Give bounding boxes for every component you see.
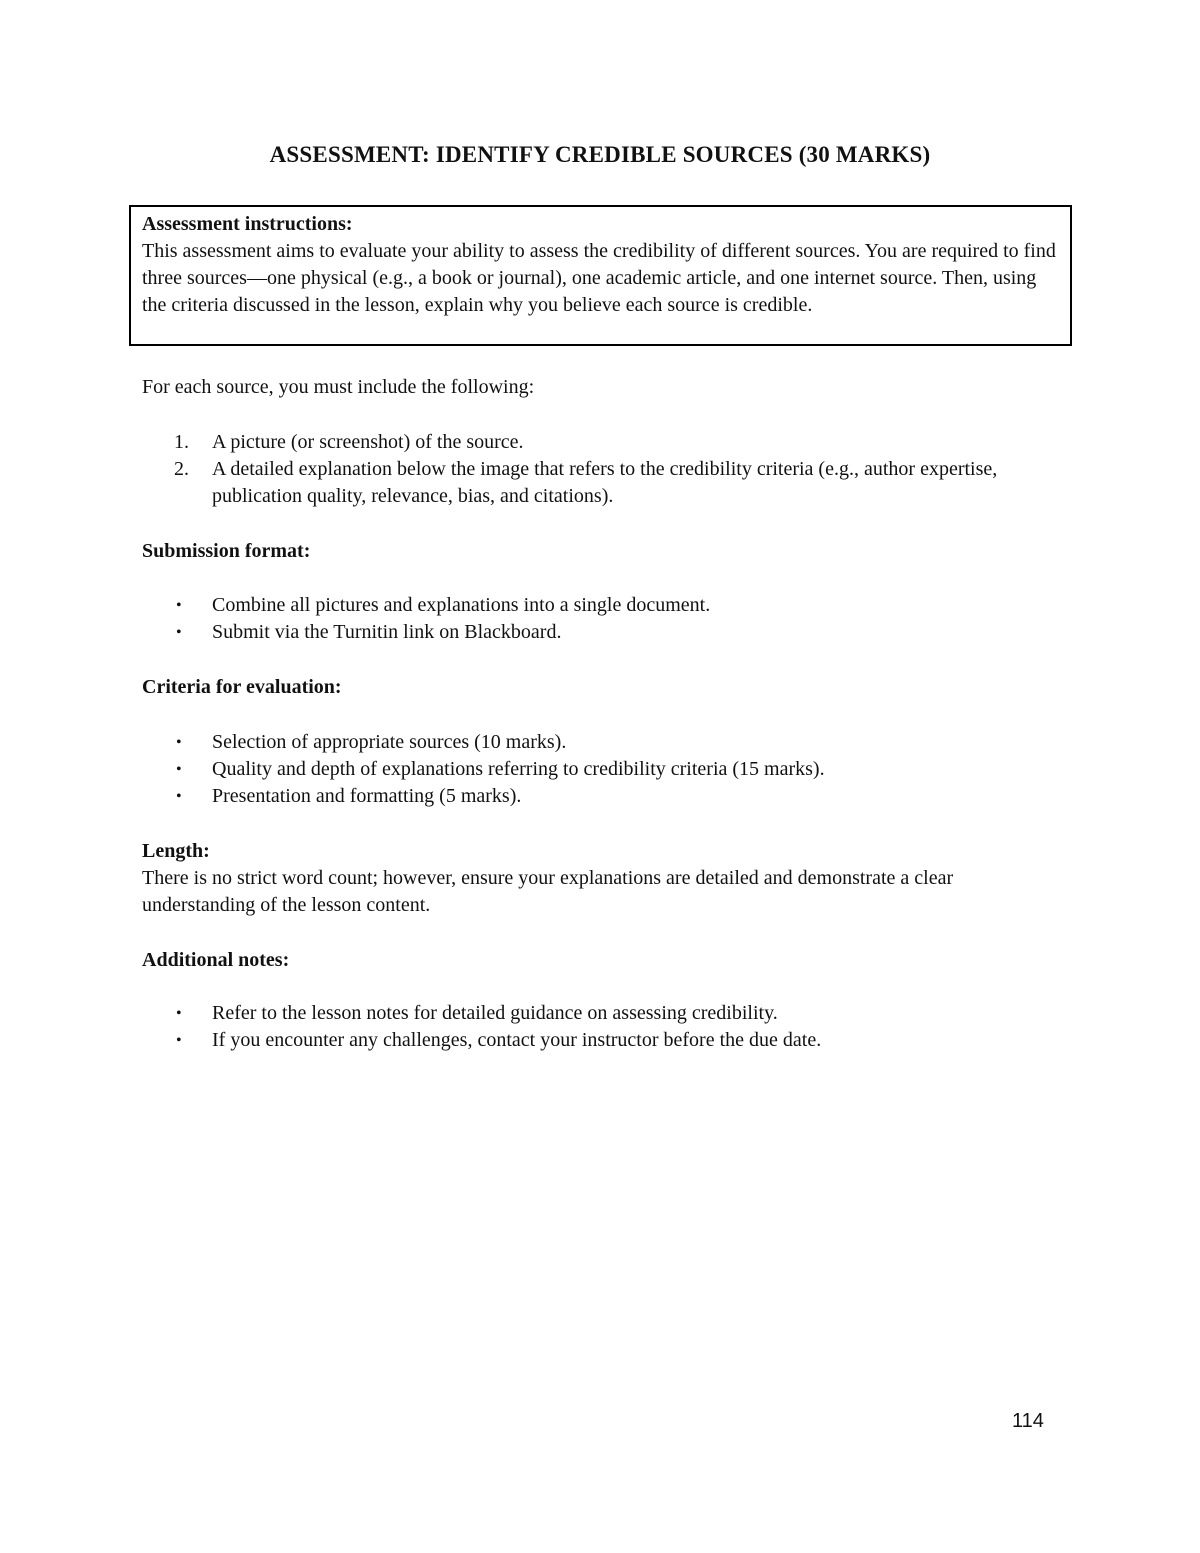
list-item-text: Quality and depth of explanations referring to credibility criteria (15 marks). — [212, 758, 825, 780]
requirements-list — [142, 429, 1062, 510]
length-text: There is no strict word count; however, ensure your explanations are detailed and demonstrate a clear understanding of the lesson content. — [142, 867, 954, 916]
list-item — [142, 1027, 1062, 1054]
list-item — [142, 456, 1062, 510]
list-number: 1. — [174, 431, 189, 453]
list-item — [142, 619, 1062, 646]
list-item-text: A detailed explanation below the image that refers to the credibility criteria (e.g., author expertise, publication quality, relevance, bias, and citations). — [212, 458, 998, 507]
bullet-icon: • — [176, 597, 182, 614]
list-item — [142, 729, 1062, 756]
list-item — [142, 592, 1062, 619]
list-item — [142, 429, 1062, 456]
list-item — [142, 756, 1062, 783]
list-item-text: If you encounter any challenges, contact your instructor before the due date. — [212, 1029, 822, 1051]
bullet-icon: • — [176, 1005, 182, 1022]
list-item-text: Presentation and formatting (5 marks). — [212, 785, 522, 807]
list-item-text: A picture (or screenshot) of the source. — [212, 431, 524, 453]
submission-heading: Submission format: — [142, 540, 311, 562]
length-heading: Length: — [142, 840, 210, 862]
intro-text: For each source, you must include the following: — [142, 376, 535, 398]
bullet-icon: • — [176, 624, 182, 641]
list-number: 2. — [174, 458, 189, 480]
bullet-icon: • — [176, 1032, 182, 1049]
list-item-text: Submit via the Turnitin link on Blackboard. — [212, 621, 562, 643]
bullet-icon: • — [176, 734, 182, 751]
instructions-text: This assessment aims to evaluate your ability to assess the credibility of different sources. You are required to find three sources—one physical (e.g., a book or journal), one academic article, and one internet source. Then, using the criteria discussed in the lesson, explain why you believe each source is credible. — [142, 240, 1056, 316]
criteria-list — [142, 729, 1062, 810]
list-item-text: Combine all pictures and explanations into a single document. — [212, 594, 711, 616]
criteria-heading: Criteria for evaluation: — [142, 676, 342, 698]
list-item — [142, 1000, 1062, 1027]
submission-list — [142, 592, 1062, 646]
instructions-heading: Assessment instructions: — [142, 213, 353, 235]
page-title: ASSESSMENT: IDENTIFY CREDIBLE SOURCES (30 MARKS) — [269, 142, 931, 167]
list-item — [142, 783, 1062, 810]
instructions-box — [129, 205, 1072, 346]
list-item-text: Selection of appropriate sources (10 marks). — [212, 731, 567, 753]
bullet-icon: • — [176, 788, 182, 805]
length-section — [142, 838, 1062, 919]
list-item-text: Refer to the lesson notes for detailed guidance on assessing credibility. — [212, 1002, 778, 1024]
page-number: 114 — [1012, 1410, 1044, 1432]
notes-list — [142, 1000, 1062, 1054]
bullet-icon: • — [176, 761, 182, 778]
notes-heading: Additional notes: — [142, 949, 290, 971]
